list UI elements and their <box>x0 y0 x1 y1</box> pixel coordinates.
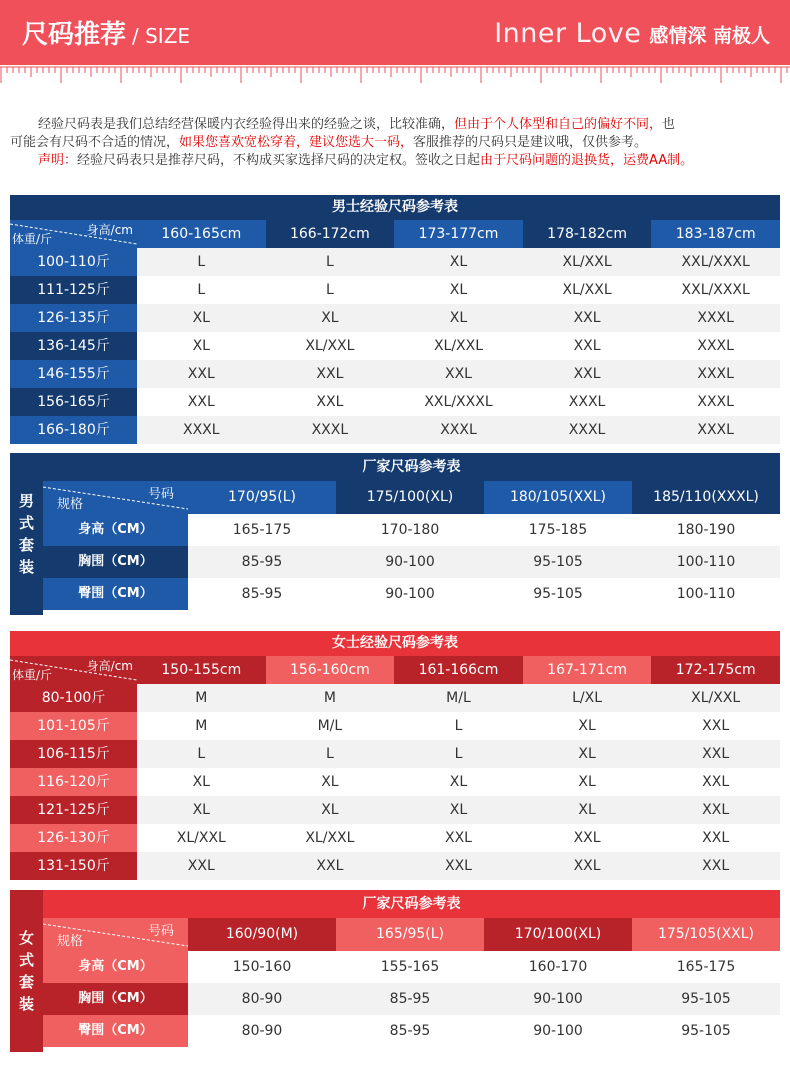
table-cell: XL <box>192 802 210 818</box>
side-char: 男 <box>18 492 34 510</box>
row-label: 126-130斤 <box>10 824 137 852</box>
table-cell: XXL <box>702 802 730 818</box>
table-cell: XXXL <box>568 422 606 438</box>
table-cell: L/XL <box>572 690 603 706</box>
table-cell: XL <box>192 310 210 326</box>
women-size-table <box>10 631 780 880</box>
table-cell: L <box>325 254 334 270</box>
men-table-caption: 男士经验尺码参考表 <box>10 195 780 220</box>
note-text: 经验尺码表是我们总结经营保暖内衣经验得出来的经验之谈，比较准确， <box>38 117 455 132</box>
note-label: 声明： <box>38 153 78 168</box>
table-cell: XXXL <box>697 394 734 410</box>
table-cell: XXXL <box>697 366 734 382</box>
note-text: 也 <box>662 117 676 132</box>
column-header: 170/95(L) <box>188 481 336 514</box>
column-header: 161-166cm <box>394 656 523 684</box>
table-cell: 80-90 <box>241 1023 283 1039</box>
table-cell: XXXL <box>697 338 734 354</box>
corner-spec-label: 规格 <box>57 934 84 949</box>
table-row <box>10 360 780 388</box>
row-label: 116-120斤 <box>10 768 137 796</box>
table-cell: M <box>195 718 208 734</box>
table-cell: 80-90 <box>241 991 283 1007</box>
row-label: 111-125斤 <box>10 276 137 304</box>
table-row <box>10 388 780 416</box>
table-cell: L <box>325 746 334 762</box>
corner-height-label: 身高/cm <box>86 223 133 237</box>
table-cell: L <box>197 746 206 762</box>
column-header: 172-175cm <box>651 656 780 684</box>
page-title <box>22 14 190 51</box>
table-cell: XXL <box>187 394 215 410</box>
table-cell: XXL <box>444 858 472 874</box>
table-cell: XXXL <box>440 422 477 438</box>
table-cell: XL <box>449 310 468 326</box>
column-header: 173-177cm <box>394 220 523 248</box>
table-cell: 95-105 <box>533 554 583 570</box>
women-factory-corner <box>43 918 188 951</box>
corner-weight-label: 体重/斤 <box>12 668 53 682</box>
note-text: 经验尺码表只是推荐尺码，不构成买家选择尺码的决定权。签收之日起 <box>77 153 481 168</box>
table-row <box>43 951 780 983</box>
table-cell: XXL <box>444 366 472 382</box>
column-header: 156-160cm <box>266 656 395 684</box>
column-header: 178-182cm <box>523 220 652 248</box>
row-label: 臀围（CM） <box>43 1015 188 1047</box>
size-notes <box>10 116 785 170</box>
column-header: 160/90(M) <box>188 918 336 951</box>
table-cell: L <box>454 718 463 734</box>
women-table-caption: 女士经验尺码参考表 <box>10 631 780 656</box>
side-text <box>19 927 34 1015</box>
men-table-header <box>10 220 780 248</box>
table-cell: XL <box>449 254 468 270</box>
women-table-header <box>10 656 780 684</box>
table-cell: XXXL <box>697 310 734 326</box>
table-cell: XXL/XXXL <box>681 254 750 270</box>
women-table-corner <box>10 656 137 684</box>
table-cell: XL/XXL <box>433 338 484 354</box>
side-text <box>19 490 34 578</box>
corner-weight-label: 体重/斤 <box>12 232 53 246</box>
table-cell: XXL <box>316 366 344 382</box>
women-factory-table <box>10 890 780 1052</box>
men-table-corner <box>10 220 137 248</box>
table-cell: 85-95 <box>389 1023 431 1039</box>
row-label: 121-125斤 <box>10 796 137 824</box>
men-factory-caption: 厂家尺码参考表 <box>43 453 780 481</box>
table-cell: XL/XXL <box>691 690 741 706</box>
table-cell: 85-95 <box>389 991 431 1007</box>
side-char: 装 <box>18 995 34 1013</box>
table-cell: L <box>197 254 206 270</box>
table-row <box>10 768 780 796</box>
ruler-decoration <box>0 65 790 105</box>
table-cell: XL <box>192 338 210 354</box>
table-cell: 90-100 <box>533 991 583 1007</box>
row-label: 166-180斤 <box>10 416 137 444</box>
table-row <box>10 416 780 444</box>
row-label: 126-135斤 <box>10 304 137 332</box>
table-cell: L <box>197 282 206 298</box>
title-text: 尺码推荐 <box>22 20 127 50</box>
table-cell: 180-190 <box>676 522 736 538</box>
table-cell: XXL/XXXL <box>424 394 493 410</box>
table-cell: 175-185 <box>528 522 588 538</box>
note-line-2 <box>10 134 785 152</box>
corner-code-label: 号码 <box>147 487 174 502</box>
table-cell: 85-95 <box>241 586 283 602</box>
table-cell: XL <box>321 802 339 818</box>
men-factory-header <box>43 481 780 514</box>
note-text: 客服推荐的尺码只是建议哦，仅供参考。 <box>413 135 648 150</box>
column-header: 150-155cm <box>137 656 266 684</box>
table-cell: XXL <box>573 858 601 874</box>
column-header: 183-187cm <box>651 220 780 248</box>
corner-code-label: 号码 <box>147 924 174 939</box>
table-cell: 90-100 <box>533 1023 583 1039</box>
column-header: 160-165cm <box>137 220 266 248</box>
table-row <box>10 824 780 852</box>
title-subtitle: / SIZE <box>132 24 191 48</box>
table-cell: XXL <box>702 746 730 762</box>
table-cell: XXL <box>573 366 601 382</box>
note-text: 可能会有尺码不合适的情况， <box>10 135 180 150</box>
column-header: 185/110(XXXL) <box>632 481 780 514</box>
table-cell: XL/XXL <box>176 830 226 846</box>
men-factory-corner <box>43 481 188 514</box>
table-cell: XL/XXL <box>562 254 612 270</box>
table-cell: XL <box>449 802 468 818</box>
row-label: 身高（CM） <box>43 951 188 983</box>
table-cell: 160-170 <box>528 959 588 975</box>
column-header: 175/100(XL) <box>336 481 484 514</box>
table-cell: XL <box>578 802 596 818</box>
table-cell: XL <box>449 282 468 298</box>
note-line-3 <box>10 152 785 170</box>
table-row <box>10 852 780 880</box>
row-label: 146-155斤 <box>10 360 137 388</box>
brand-english: Inner Love <box>494 18 642 49</box>
table-cell: 170-180 <box>380 522 440 538</box>
men-factory-table <box>10 453 780 615</box>
table-row <box>43 983 780 1015</box>
row-label: 106-115斤 <box>10 740 137 768</box>
column-header: 166-172cm <box>266 220 395 248</box>
table-cell: XXL <box>187 858 215 874</box>
row-label: 100-110斤 <box>10 248 137 276</box>
row-label: 136-145斤 <box>10 332 137 360</box>
table-cell: XXL <box>573 338 601 354</box>
table-cell: XL/XXL <box>562 282 612 298</box>
row-label: 胸围（CM） <box>43 546 188 578</box>
brand-chinese: 感情深 南极人 <box>649 25 770 47</box>
table-cell: XXL/XXXL <box>681 282 750 298</box>
side-char: 套 <box>18 536 34 554</box>
corner-spec-label: 规格 <box>57 497 84 512</box>
table-cell: XL/XXL <box>305 830 355 846</box>
table-cell: XXL <box>702 858 730 874</box>
table-cell: M/L <box>317 718 343 734</box>
row-label: 80-100斤 <box>10 684 137 712</box>
table-cell: 165-175 <box>232 522 292 538</box>
note-line-1 <box>10 116 785 134</box>
table-cell: XXL <box>316 858 344 874</box>
table-cell: XL <box>449 774 468 790</box>
table-cell: XL <box>578 746 596 762</box>
women-factory-caption: 厂家尺码参考表 <box>43 890 780 918</box>
table-cell: XXXL <box>311 422 349 438</box>
table-row <box>43 514 780 546</box>
men-factory-body <box>43 453 780 615</box>
row-label: 臀围（CM） <box>43 578 188 610</box>
table-cell: XXL <box>702 774 730 790</box>
note-highlight: 但由于个人体型和自己的偏好不同， <box>454 117 663 132</box>
side-char: 女 <box>18 929 34 947</box>
table-cell: 95-105 <box>681 1023 731 1039</box>
row-label: 101-105斤 <box>10 712 137 740</box>
table-cell: 155-165 <box>380 959 440 975</box>
table-cell: XXL <box>702 830 730 846</box>
column-header: 167-171cm <box>523 656 652 684</box>
table-cell: 150-160 <box>232 959 292 975</box>
table-row <box>10 740 780 768</box>
table-row <box>10 712 780 740</box>
men-factory-side-label <box>10 453 43 615</box>
table-row <box>10 684 780 712</box>
table-row <box>43 578 780 610</box>
header-banner <box>0 0 790 65</box>
table-row <box>43 546 780 578</box>
column-header: 165/95(L) <box>336 918 484 951</box>
table-cell: XXL <box>444 830 472 846</box>
women-factory-header <box>43 918 780 951</box>
table-row <box>43 1015 780 1047</box>
table-cell: XXXL <box>568 394 606 410</box>
table-cell: XL <box>321 310 339 326</box>
women-factory-side-label <box>10 890 43 1052</box>
side-char: 装 <box>18 558 34 576</box>
table-row <box>10 304 780 332</box>
side-char: 式 <box>18 514 34 532</box>
column-header: 180/105(XXL) <box>484 481 632 514</box>
table-cell: 95-105 <box>533 586 583 602</box>
table-cell: XL/XXL <box>305 338 355 354</box>
column-header: 175/105(XXL) <box>632 918 780 951</box>
side-char: 式 <box>18 951 34 969</box>
table-cell: L <box>454 746 463 762</box>
row-label: 胸围（CM） <box>43 983 188 1015</box>
table-cell: L <box>325 282 334 298</box>
table-cell: XXXL <box>183 422 220 438</box>
note-highlight: 由于尺码问题的退换货，运费AA制。 <box>480 153 694 168</box>
table-cell: XXL <box>573 310 601 326</box>
men-size-table <box>10 195 780 444</box>
table-cell: M <box>323 690 336 706</box>
table-row <box>10 248 780 276</box>
table-cell: 95-105 <box>681 991 731 1007</box>
brand <box>494 18 770 49</box>
row-label: 身高（CM） <box>43 514 188 546</box>
corner-height-label: 身高/cm <box>86 659 133 673</box>
table-row <box>10 332 780 360</box>
note-highlight: 如果您喜欢宽松穿着，建议您选大一码， <box>179 135 414 150</box>
table-cell: M/L <box>446 690 471 706</box>
table-cell: 165-175 <box>676 959 736 975</box>
table-cell: XL <box>578 774 596 790</box>
table-cell: XXXL <box>697 422 734 438</box>
table-cell: 85-95 <box>241 554 283 570</box>
side-char: 套 <box>18 973 34 991</box>
table-cell: XL <box>192 774 210 790</box>
table-row <box>10 796 780 824</box>
table-cell: XL <box>578 718 596 734</box>
table-cell: 100-110 <box>676 554 736 570</box>
table-cell: 90-100 <box>385 586 435 602</box>
table-cell: XXL <box>702 718 730 734</box>
table-cell: XXL <box>316 394 344 410</box>
table-cell: M <box>195 690 208 706</box>
table-row <box>10 276 780 304</box>
row-label: 131-150斤 <box>10 852 137 880</box>
table-cell: XXL <box>573 830 601 846</box>
women-factory-body <box>43 890 780 1052</box>
table-cell: 100-110 <box>676 586 736 602</box>
table-cell: XL <box>321 774 339 790</box>
row-label: 156-165斤 <box>10 388 137 416</box>
table-cell: 90-100 <box>385 554 435 570</box>
table-cell: XXL <box>187 366 215 382</box>
column-header: 170/100(XL) <box>484 918 632 951</box>
